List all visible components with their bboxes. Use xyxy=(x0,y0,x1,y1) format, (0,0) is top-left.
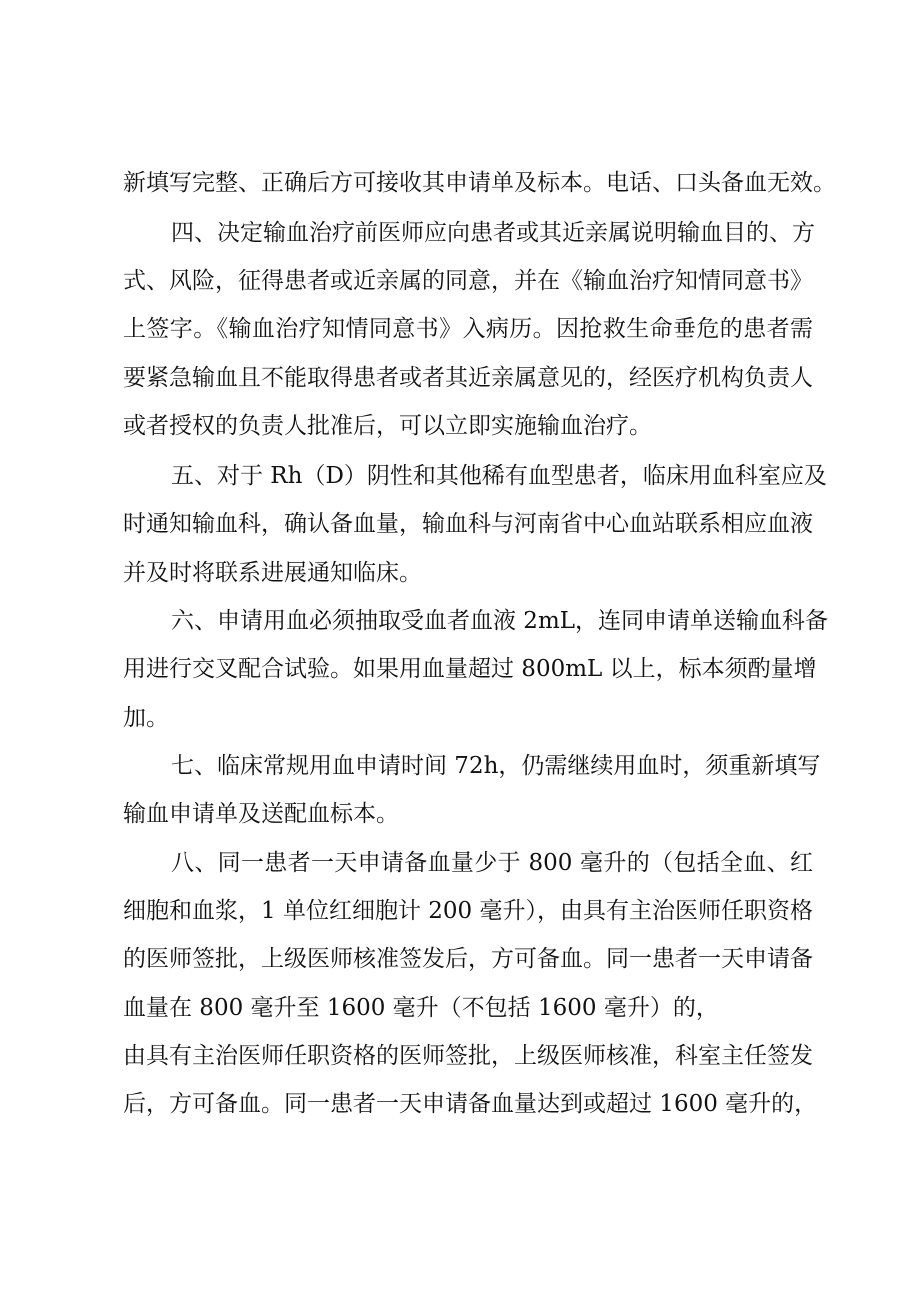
text-line: 加。 xyxy=(123,705,169,731)
text-line: 输血申请单及送配血标本。 xyxy=(123,801,399,827)
text-line: 用进行交叉配合试验。如果用血量超过 800mL 以上，标本须酌量增 xyxy=(123,656,817,682)
text-line: 新填写完整、正确后方可接收其申请单及标本。电话、口头备血无效。 xyxy=(123,170,836,196)
text-line: 六、申请用血必须抽取受血者血液 2mL，连同申请单送输血科备 xyxy=(171,608,829,634)
text-line: 由具有主治医师任职资格的医师签批，上级医师核准，科室主任签发 xyxy=(123,1043,813,1069)
text-line: 血量在 800 毫升至 1600 毫升（不包括 1600 毫升）的， xyxy=(123,995,719,1021)
text-line: 细胞和血浆，1 单位红细胞计 200 毫升），由具有主治医师任职资格 xyxy=(123,898,813,924)
text-line: 要紧急输血且不能取得患者或者其近亲属意见的，经医疗机构负责人 xyxy=(123,365,813,391)
text-line: 七、临床常规用血申请时间 72h，仍需继续用血时，须重新填写 xyxy=(171,753,821,779)
text-line: 或者授权的负责人批准后，可以立即实施输血治疗。 xyxy=(123,413,652,439)
text-line: 后，方可备血。同一患者一天申请备血量达到或超过 1600 毫升的， xyxy=(123,1091,818,1117)
text-line: 上签字。《输血治疗知情同意书》入病历。因抢救生命垂危的患者需 xyxy=(123,316,813,342)
text-line: 式、风险，征得患者或近亲属的同意，并在《输血治疗知情同意书》 xyxy=(123,268,813,294)
text-line: 五、对于 Rh（D）阴性和其他稀有血型患者，临床用血科室应及 xyxy=(171,463,827,489)
text-line: 四、决定输血治疗前医师应向患者或其近亲属说明输血目的、方 xyxy=(171,220,815,246)
text-line: 并及时将联系进展通知临床。 xyxy=(123,560,422,586)
text-line: 时通知输血科，确认备血量，输血科与河南省中心血站联系相应血液 xyxy=(123,511,813,537)
text-line: 八、同一患者一天申请备血量少于 800 毫升的（包括全血、红 xyxy=(171,850,813,876)
text-line: 的医师签批，上级医师核准签发后，方可备血。同一患者一天申请备 xyxy=(123,946,813,972)
